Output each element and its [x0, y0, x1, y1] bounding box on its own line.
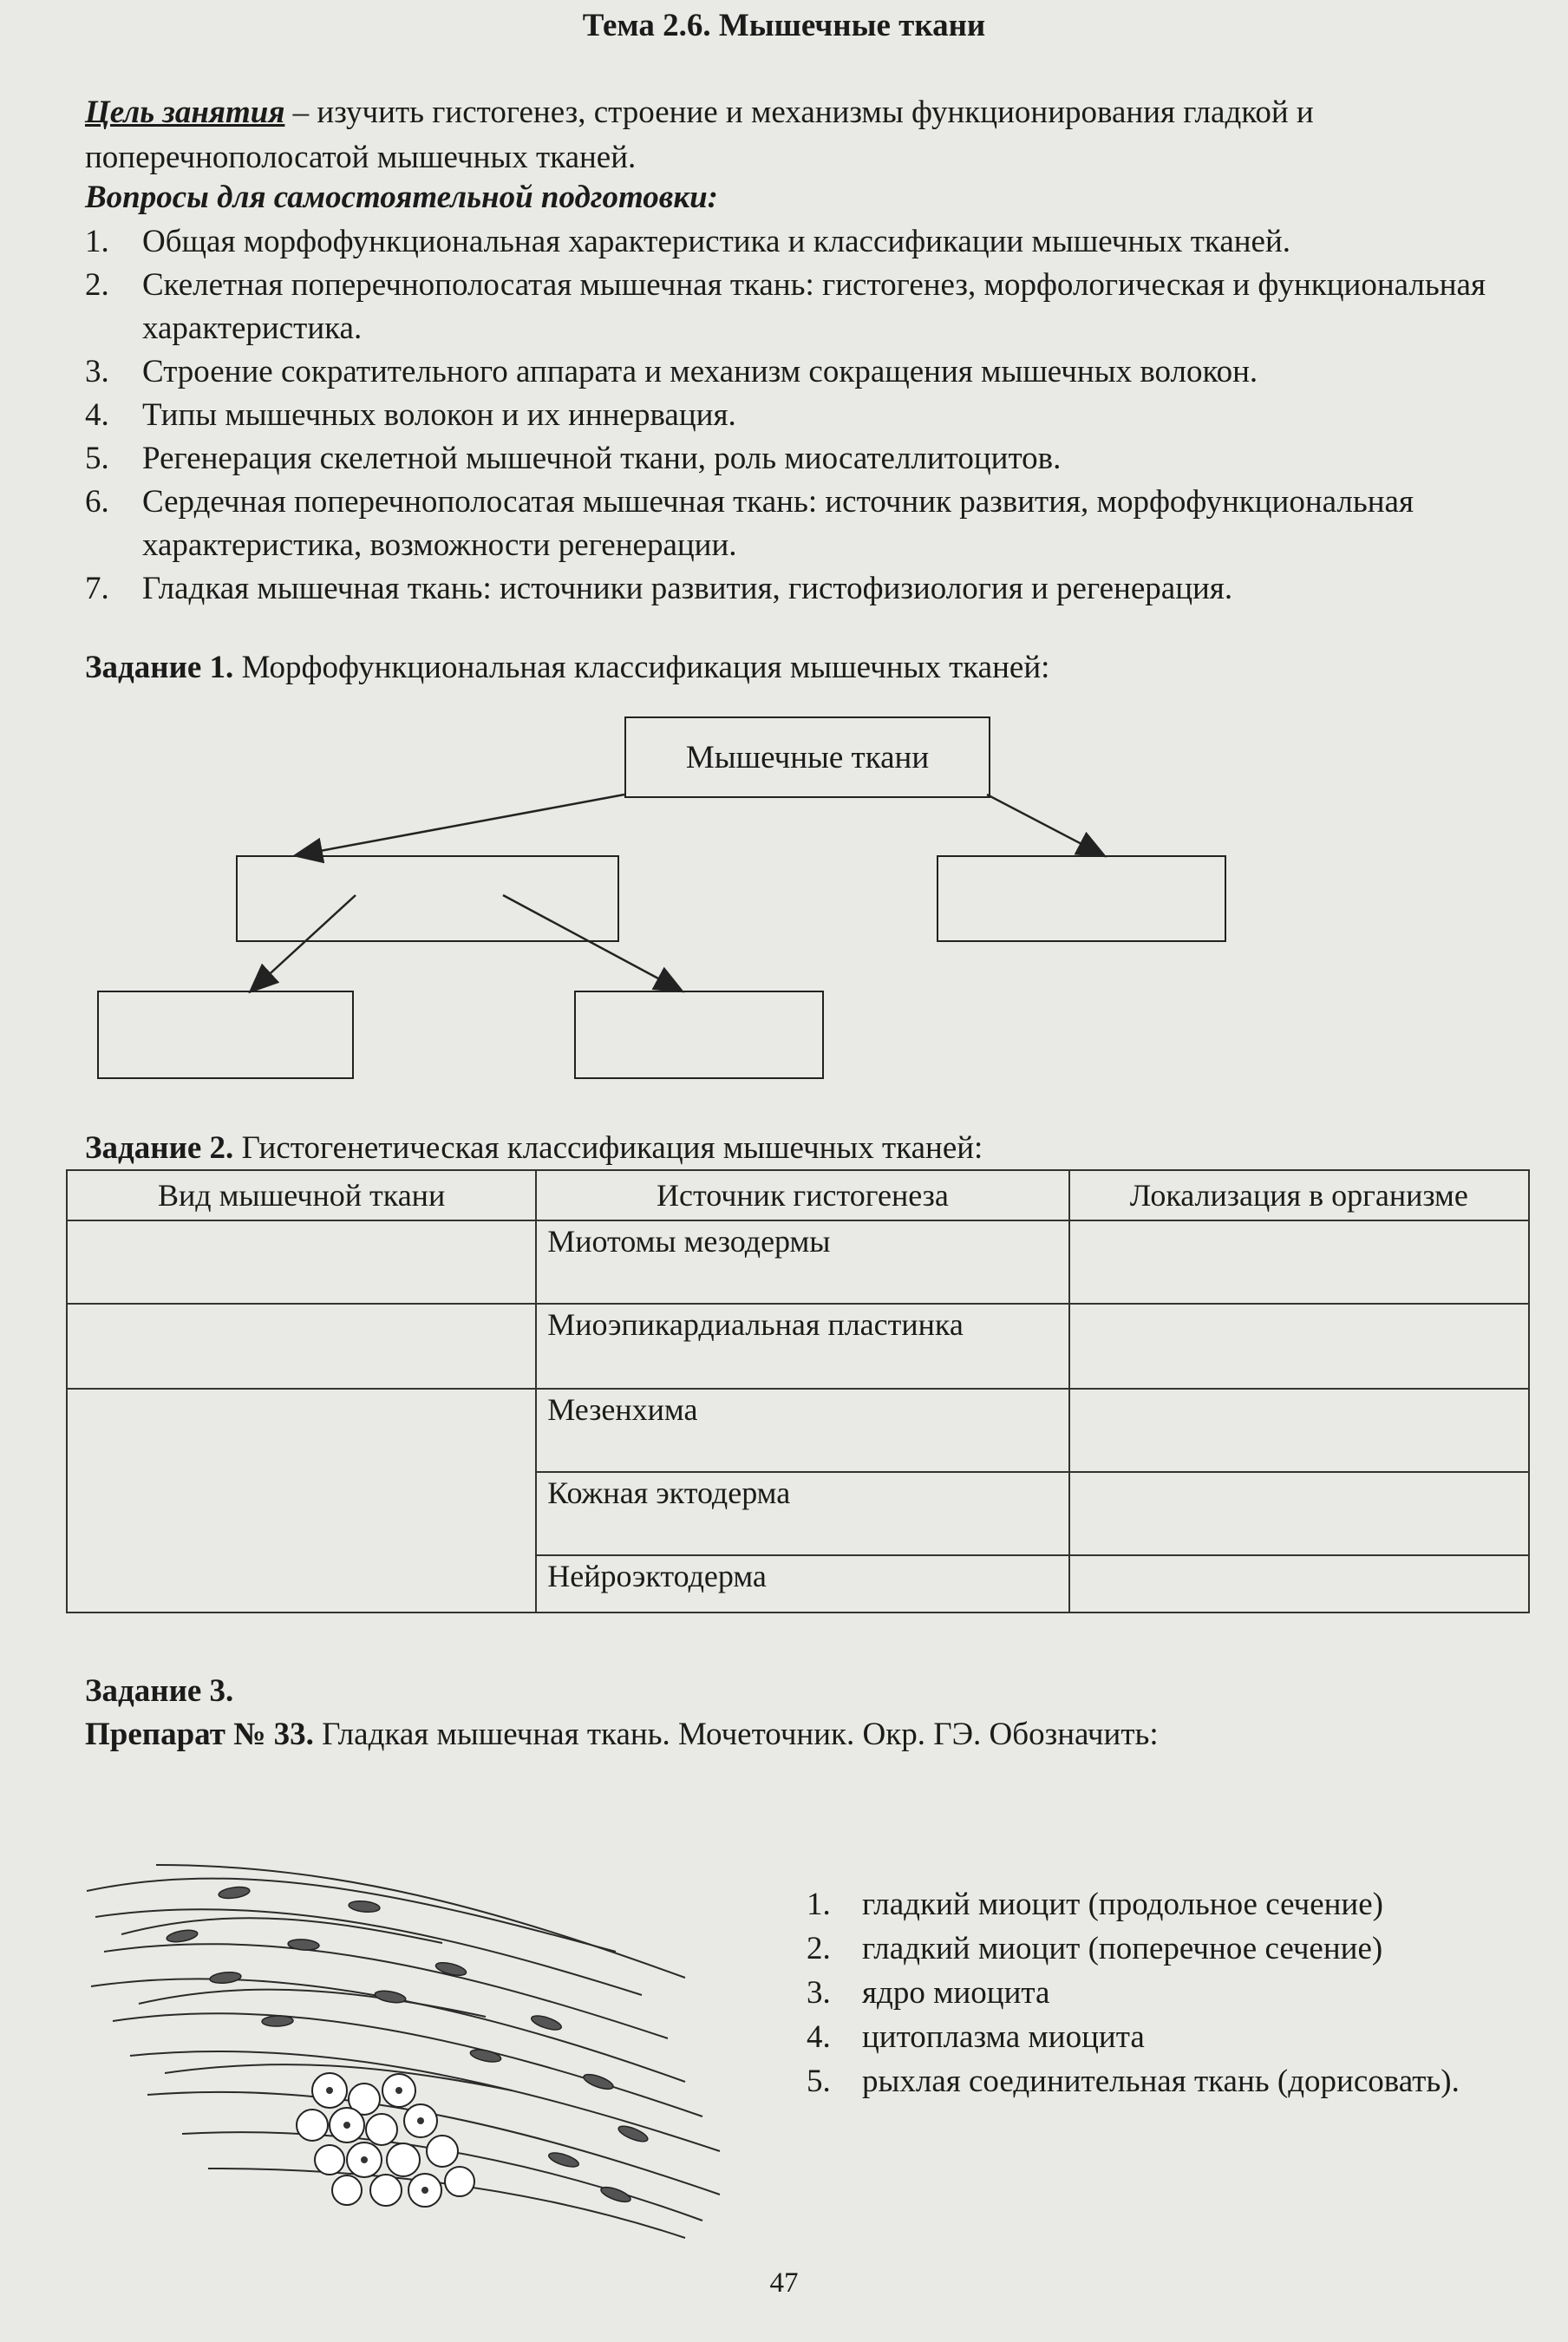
- table-row: [67, 1304, 1529, 1389]
- list-item: 2. гладкий миоцит (поперечное сечение): [807, 1931, 1383, 1966]
- table-cell-empty[interactable]: [1069, 1472, 1529, 1555]
- task3-label: Задание 3.: [85, 1673, 234, 1709]
- goal-label: Цель занятия: [85, 95, 285, 130]
- empty-box-lower-left[interactable]: [97, 991, 354, 1079]
- table-cell-source: Миотомы мезодермы: [536, 1220, 1068, 1304]
- list-item: 3. Строение сократительного аппарата и механизм сокращения мышечных волокон.: [85, 354, 1258, 389]
- task1-text: Морфофункциональная классификация мышечных тканей:: [233, 650, 1050, 685]
- page-number: 47: [769, 2267, 799, 2299]
- table-cell-source: Нейроэктодерма: [536, 1555, 1068, 1613]
- page-title: Тема 2.6. Мышечные ткани: [582, 8, 986, 43]
- legend-list: [807, 1882, 1518, 2103]
- preparation-line: [85, 1716, 1159, 1753]
- empty-box-left[interactable]: [236, 855, 619, 942]
- table-cell-empty[interactable]: [67, 1304, 536, 1389]
- table-cell-empty[interactable]: [67, 1389, 536, 1613]
- table-cell-empty[interactable]: [1069, 1220, 1529, 1304]
- table-cell-source: Кожная эктодерма: [536, 1472, 1068, 1555]
- root-box: [624, 716, 990, 798]
- list-item: 2. Скелетная поперечнополосатая мышечная ткань: гистогенез, морфологическая и функциональная характеристика.: [85, 267, 1486, 346]
- table-row: [67, 1389, 1529, 1472]
- task2-label: Задание 2.: [85, 1130, 234, 1166]
- table-cell-empty[interactable]: [67, 1220, 536, 1304]
- empty-box-lower-right[interactable]: [574, 991, 824, 1079]
- arrow-left: [297, 795, 624, 855]
- table-cell-empty[interactable]: [1069, 1555, 1529, 1613]
- task2-text: Гистогенетическая классификация мышечных тканей:: [233, 1130, 983, 1166]
- list-item: 4. цитоплазма миоцита: [807, 2019, 1145, 2055]
- empty-box-right[interactable]: [937, 855, 1226, 942]
- table-row: [67, 1220, 1529, 1304]
- header-tissue-type: Вид мышечной ткани: [67, 1170, 536, 1220]
- list-item: 3. ядро миоцита: [807, 1975, 1050, 2011]
- table-header-row: [67, 1170, 1529, 1220]
- task2-heading: [85, 1129, 983, 1167]
- table-cell-empty[interactable]: [1069, 1389, 1529, 1472]
- task3-heading: [85, 1672, 233, 1710]
- table-cell-source: Миоэпикардиальная пластинка: [536, 1304, 1068, 1389]
- task1-label: Задание 1.: [85, 650, 234, 685]
- questions-heading: Вопросы для самостоятельной подготовки:: [85, 180, 718, 215]
- smooth-muscle-illustration: [78, 1839, 737, 2247]
- list-item: 4. Типы мышечных волокон и их иннервация.: [85, 397, 736, 433]
- list-item: 1. Общая морфофункциональная характеристика и классификации мышечных тканей.: [85, 224, 1291, 259]
- list-item: 5. рыхлая соединительная ткань (дорисовать).: [807, 2064, 1460, 2099]
- root-box-label: Мышечные ткани: [685, 739, 930, 775]
- histogenesis-table: [66, 1169, 1530, 1613]
- preparation-label: Препарат № 33.: [85, 1717, 314, 1752]
- header-source: Источник гистогенеза: [536, 1170, 1068, 1220]
- list-item: 1. гладкий миоцит (продольное сечение): [807, 1887, 1383, 1922]
- table-cell-source: Мезенхима: [536, 1389, 1068, 1472]
- classification-arrows: [0, 0, 1568, 1128]
- table-cell-empty[interactable]: [1069, 1304, 1529, 1389]
- list-item: 7. Гладкая мышечная ткань: источники развития, гистофизиология и регенерация.: [85, 571, 1233, 606]
- header-location: Локализация в организме: [1069, 1170, 1529, 1220]
- arrow-right: [987, 795, 1103, 855]
- goal-text: – изучить гистогенез, строение и механизмы функционирования гладкой и поперечнополосатой мышечных тканей.: [85, 95, 1314, 175]
- preparation-text: Гладкая мышечная ткань. Мочеточник. Окр. ГЭ. Обозначить:: [313, 1717, 1159, 1752]
- list-item: 6. Сердечная поперечнополосатая мышечная ткань: источник развития, морфофункциональная характеристика, возможности регенерации.: [85, 484, 1414, 563]
- list-item: 5. Регенерация скелетной мышечной ткани, роль миосателлитоцитов.: [85, 441, 1062, 476]
